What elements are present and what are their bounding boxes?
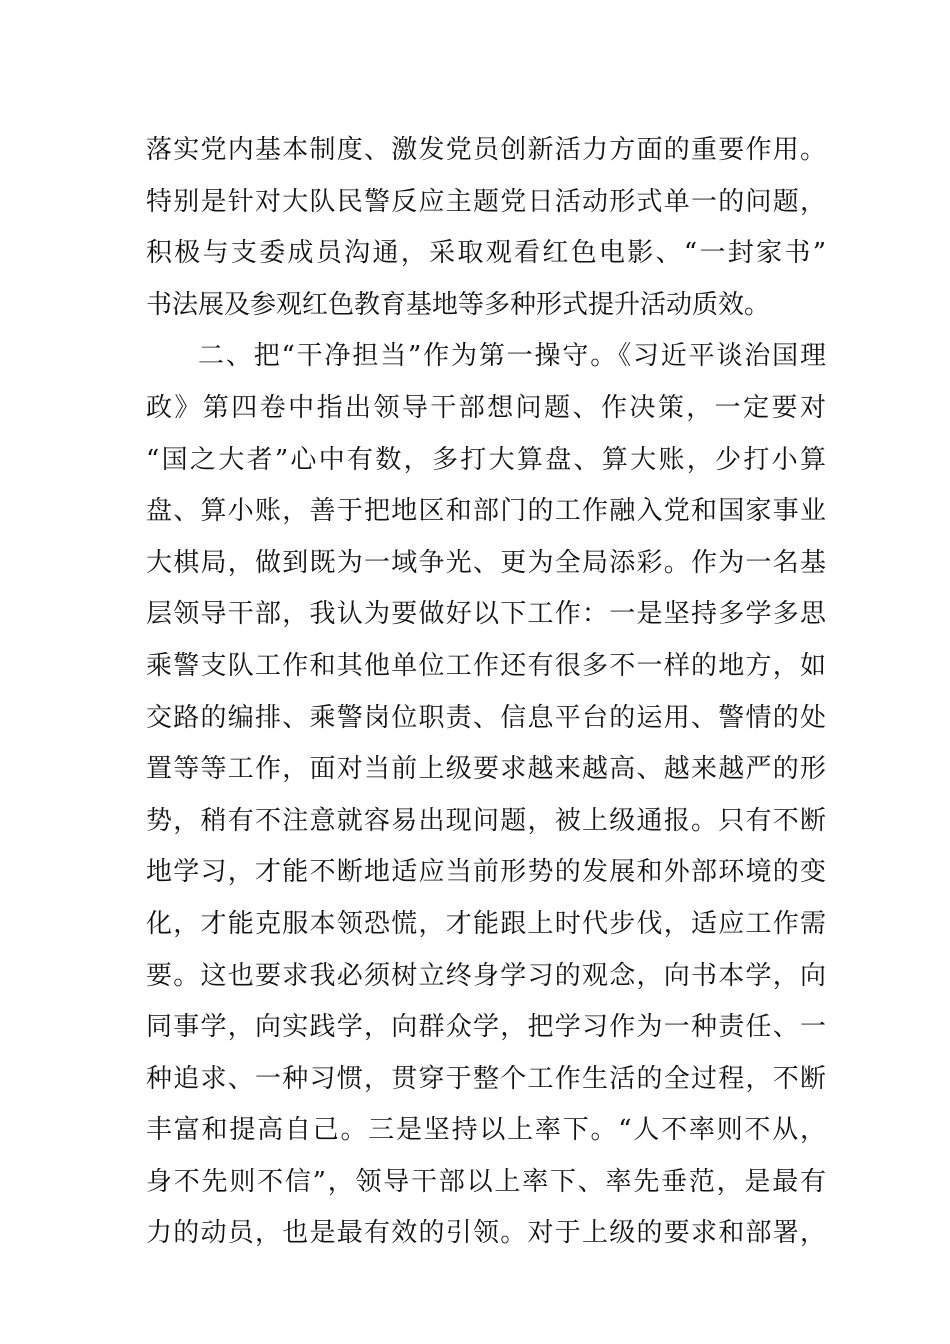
text-line: 层领导干部，我认为要做好以下工作：一是坚持多学多思 — [146, 599, 826, 630]
text-line: 乘警支队工作和其他单位工作还有很多不一样的地方，如 — [146, 650, 826, 681]
text-line: 特别是针对大队民警反应主题党日活动形式单一的问题， — [146, 186, 826, 217]
text-line: 大棋局，做到既为一域争光、更为全局添彩。作为一名基 — [146, 547, 826, 578]
text-line: 丰富和提高自己。三是坚持以上率下。“人不率则不从， — [146, 1115, 826, 1146]
text-line: 交路的编排、乘警岗位职责、信息平台的运用、警情的处 — [146, 702, 826, 733]
body-text — [146, 125, 826, 1260]
text-line: 同事学，向实践学，向群众学，把学习作为一种责任、一 — [146, 1012, 826, 1043]
text-line: 化，才能克服本领恐慌，才能跟上时代步伐，适应工作需 — [146, 908, 826, 939]
text-line: 落实党内基本制度、激发党员创新活力方面的重要作用。 — [146, 135, 826, 165]
text-line: 要。这也要求我必须树立终身学习的观念，向书本学，向 — [146, 960, 826, 991]
text-line: 地学习，才能不断地适应当前形势的发展和外部环境的变 — [146, 857, 826, 888]
text-line: 力的动员，也是最有效的引领。对于上级的要求和部署， — [146, 1218, 826, 1249]
text-line: 种追求、一种习惯，贯穿于整个工作生活的全过程，不断 — [146, 1063, 826, 1094]
section-heading-line: 二、把“干净担当”作为第一操守。《习近平谈治国理 — [198, 341, 826, 372]
text-line: “国之大者”心中有数，多打大算盘、算大账，少打小算 — [146, 444, 826, 475]
text-line: 积极与支委成员沟通，采取观看红色电影、“一封家书” — [146, 238, 826, 269]
text-line: 政》第四卷中指出领导干部想问题、作决策，一定要对 — [146, 392, 826, 423]
text-line: 盘、算小账，善于把地区和部门的工作融入党和国家事业 — [146, 496, 826, 527]
text-line: 势，稍有不注意就容易出现问题，被上级通报。只有不断 — [146, 805, 826, 836]
text-line: 书法展及参观红色教育基地等多种形式提升活动质效。 — [146, 289, 771, 320]
text-line: 置等等工作，面对当前上级要求越来越高、越来越严的形 — [146, 754, 826, 785]
text-line: 身不先则不信”，领导干部以上率下、率先垂范，是最有 — [146, 1166, 826, 1197]
